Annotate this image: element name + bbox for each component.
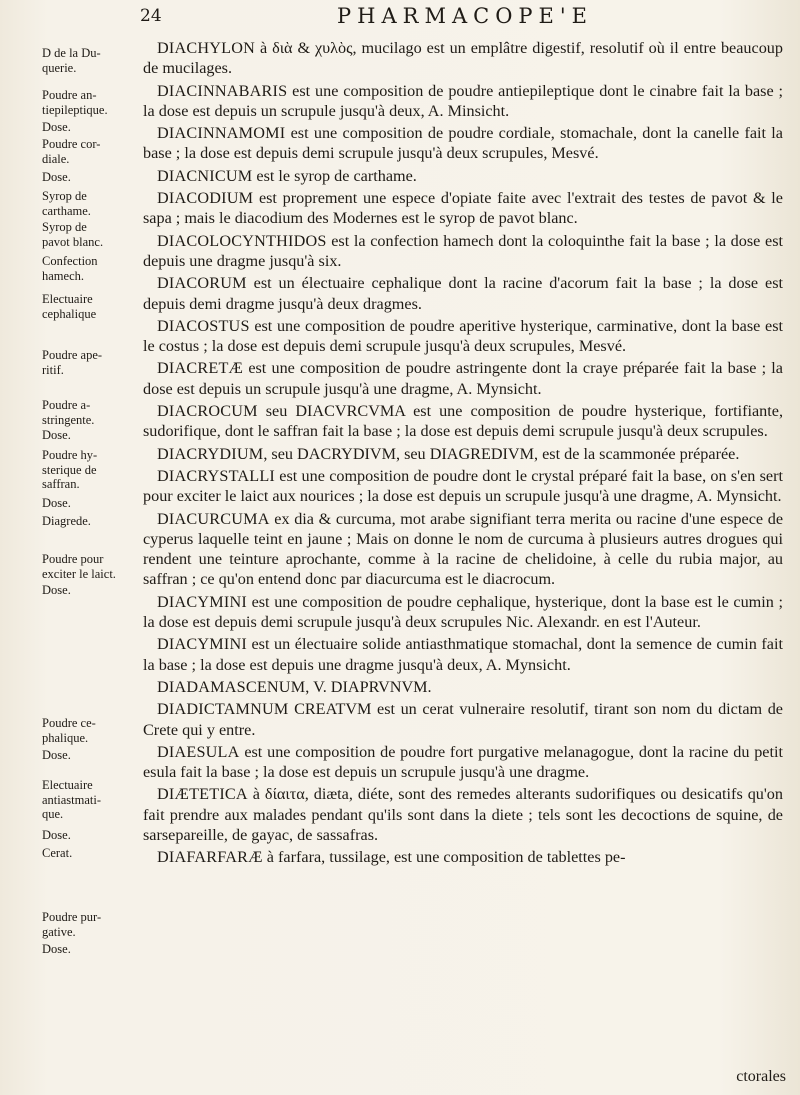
entry-text: est un électuaire solide antiasthmatique stomachal, dont la semence de cumin fait la base ; la dose est depuis une dragme jusqu'à deux, A. Mynsicht. xyxy=(143,635,783,674)
entry-text: est la confection hamech dont la coloquinthe fait la base ; la dose est depuis une dragme jusqu'à six. xyxy=(143,231,783,270)
entry-headword: DIADICTAMNUM xyxy=(157,700,289,719)
entry-text: seu DIACVRCVMA est une composition de poudre hysterique, fortifiante, sudorifique, dont le saffran fait la base ; la dose est depuis demi scrupule jusqu'à deux scrupules. xyxy=(143,402,783,441)
margin-note: Poudre cor- diale. xyxy=(42,137,101,166)
margin-note: Dose. xyxy=(42,942,71,956)
entry-headword: DIACHYLON xyxy=(157,39,256,57)
entry-headword: DIACOSTUS xyxy=(157,316,250,335)
entry-text: , seu DACRYDIVM, seu DIAGREDIVM, est de la scammonée préparée. xyxy=(263,444,740,463)
entry-text: est proprement une espece d'opiate faite avec l'extrait des testes de pavot & le sapa ; mais le diacodium des Modernes est le syrop de pavot blanc. xyxy=(143,189,783,228)
margin-note: Poudre pour exciter le laict. xyxy=(42,552,116,581)
entry-text: ex dia & curcuma, mot arabe signifiant terra merita ou racine d'une espece de cyperus laquelle teint en jaune ; Mais on donne le nom de curcuma à plusieurs autres drogues qui rendent une teinture aprochante, comme à la racine de chelidoine, à celle du rubia major, au saffran ; ce qu'on entend donc par diacurcuma est le diacrocum. xyxy=(143,509,783,589)
margin-note: Electuaire antiastmati- que. xyxy=(42,778,102,821)
entry-headword: DIACORUM xyxy=(157,274,247,293)
entry-headword: DIACOLOCYNTHIDOS xyxy=(157,231,327,250)
entry-headword: DIACURCUMA xyxy=(157,509,270,528)
dictionary-entry xyxy=(143,444,783,464)
dictionary-entry xyxy=(143,784,783,845)
margin-note: Syrop de pavot blanc. xyxy=(42,220,104,249)
margin-note: Poudre a- stringente. xyxy=(42,398,95,427)
entry-headword: DIACINNAMOMI xyxy=(157,124,286,143)
page-number: 24 xyxy=(140,6,162,26)
entry-headword: DIAFARFARÆ xyxy=(157,848,263,867)
entry-text: est une composition de poudre antiepileptique dont le cinabre fait la base ; la dose est depuis un scrupule jusqu'à deux, A. Minsicht. xyxy=(143,81,783,120)
page-header xyxy=(140,4,790,32)
entry-headword: DIACYMINI xyxy=(157,592,247,611)
entry-text: , V. DIAPRVNVM. xyxy=(305,677,432,696)
margin-note: Poudre pur- gative. xyxy=(42,910,102,939)
margin-note: Electuaire cephalique xyxy=(42,292,97,321)
entry-headword: DIACRYSTALLI xyxy=(157,466,276,485)
dictionary-entry xyxy=(143,273,783,314)
margin-note: Dose. xyxy=(42,748,71,762)
dictionary-entry xyxy=(143,123,783,164)
catchword: ctorales xyxy=(736,1068,786,1085)
dictionary-entry xyxy=(143,401,783,442)
entry-headword: DIACRETÆ xyxy=(157,359,244,378)
margin-note: Dose. xyxy=(42,496,71,510)
running-title: PHARMACOPE'E xyxy=(337,4,593,28)
entry-text: est une composition de poudre cephalique, hysterique, dont la base est le cumin ; la dose est depuis demi scrupule jusqu'à deux scrupules Nic. Alexandr. en est l'Auteur. xyxy=(143,592,783,632)
margin-note: Dose. xyxy=(42,170,71,184)
dictionary-entry xyxy=(143,231,783,272)
entry-headword: DIACRYDIUM xyxy=(157,444,264,463)
entry-headword: DIAESULA xyxy=(157,742,240,761)
dictionary-entry xyxy=(143,634,783,675)
dictionary-entry xyxy=(143,742,783,783)
margin-note: Poudre ce- phalique. xyxy=(42,716,96,745)
entry-text: à farfara, tussilage, est une composition de tablettes pe- xyxy=(262,848,626,867)
main-text-column xyxy=(143,38,783,870)
dictionary-entry xyxy=(143,847,783,867)
dictionary-entry xyxy=(143,188,783,229)
entry-headword: DIADAMASCENUM xyxy=(157,677,306,696)
entry-text: est une composition de poudre cordiale, stomachale, dont la canelle fait la base ; la dose est depuis demi scrupule jusqu'à deux scrupules, Mesvé. xyxy=(143,124,783,163)
dictionary-entry xyxy=(143,81,783,122)
dictionary-entry xyxy=(143,592,783,633)
dictionary-entry xyxy=(143,316,783,357)
margin-note: Poudre ape- ritif. xyxy=(42,348,103,377)
margin-note: Dose. xyxy=(42,583,71,597)
entry-headword: DIACROCUM xyxy=(157,402,258,421)
margin-notes-column xyxy=(0,0,138,1095)
entry-text: CREATVM est un cerat vulneraire resolutif, tirant son nom du dictam de Crete qui y entre. xyxy=(143,700,783,739)
entry-text: à διὰ & χυλὸς, mucilago est un emplâtre digestif, resolutif où il entre beaucoup de mucilages. xyxy=(143,39,783,78)
dictionary-entry xyxy=(143,677,783,697)
entry-text: à δίαιτα, diæta, diéte, sont des remedes alterants sudorifiques ou desicatifs qu'on fait prendre aux malades pendant qu'ils sont dans la diete ; tels sont les decoctions de squine, de sarsepareille, de gayac, de sassafras. xyxy=(143,785,783,844)
entry-text: est une composition de poudre dont le crystal préparé fait la base, on s'en sert pour exciter le laict aux nourices ; la dose est depuis un scrupule jusqu'à une dragme, A. Mynsicht. xyxy=(143,466,783,506)
entry-headword: DIACODIUM xyxy=(157,189,254,208)
margin-note: Dose. xyxy=(42,828,71,842)
margin-note: Diagrede. xyxy=(42,514,91,528)
entry-headword: DIACYMINI xyxy=(157,635,247,654)
margin-note: Dose. xyxy=(42,120,71,134)
dictionary-entry xyxy=(143,699,783,740)
dictionary-entry xyxy=(143,509,783,590)
margin-note: Poudre hy- sterique de saffran. xyxy=(42,448,98,491)
dictionary-entry xyxy=(143,38,783,79)
margin-note: Poudre an- tiepileptique. xyxy=(42,88,108,117)
entry-text: est le syrop de carthame. xyxy=(252,166,417,185)
margin-note: Dose. xyxy=(42,428,71,442)
margin-note: D de la Du- querie. xyxy=(42,46,101,75)
margin-note: Syrop de carthame. xyxy=(42,189,91,218)
entry-headword: DIACINNABARIS xyxy=(157,81,288,100)
entry-text: est une composition de poudre fort purgative melanagogue, dont la racine du petit esula fait la base ; la dose est depuis un scrupule jusqu'à une dragme. xyxy=(143,742,783,782)
dictionary-entry xyxy=(143,466,783,507)
margin-note: Cerat. xyxy=(42,846,73,860)
dictionary-entry xyxy=(143,166,783,186)
dictionary-entry xyxy=(143,358,783,399)
entry-headword: DIÆTETICA xyxy=(157,785,248,804)
entry-text: est une composition de poudre aperitive hysterique, carminative, dont la base est le costus ; la dose est depuis demi scrupule jusqu'à deux scrupules, Mesvé. xyxy=(143,316,783,356)
entry-text: est une composition de poudre astringente dont la craye préparée fait la base ; la dose est depuis un scrupule jusqu'à une dragme, A. Mynsicht. xyxy=(143,359,783,398)
entry-text: est un électuaire cephalique dont la racine d'acorum fait la base ; la dose est depuis demi dragme jusqu'à deux dragmes. xyxy=(143,274,783,313)
margin-note: Confection hamech. xyxy=(42,254,98,283)
entry-headword: DIACNICUM xyxy=(157,166,253,185)
